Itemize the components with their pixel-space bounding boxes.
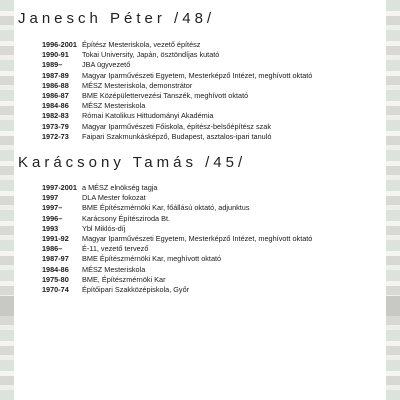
entry-description: Építész Mesteriskola, vezető építész [82, 40, 201, 49]
entry-year: 1993 [42, 223, 59, 233]
entry-description: BME Építészmérnöki Kar, meghívott oktató [82, 254, 222, 264]
cv-entry [42, 81, 382, 91]
cv-entry [42, 203, 382, 213]
cv-entry [42, 214, 382, 224]
right-decorative-stripe [386, 0, 400, 400]
entry-year: 1970-74 [42, 284, 69, 294]
entry-description: BME, Építészmérnöki Kar [82, 274, 166, 284]
cv-entry [42, 101, 382, 111]
left-stripe-band [0, 296, 14, 316]
entry-year: 1996-2001 [42, 40, 77, 49]
entry-year: 1982-83 [42, 111, 69, 121]
entry-year: 1986-88 [42, 80, 69, 90]
cv-entry [42, 275, 382, 285]
entry-description: Karácsony Építésziroda Bt. [82, 213, 171, 223]
entry-year: 1986-87 [42, 90, 69, 100]
cv-entry [42, 193, 382, 203]
entry-year: 1997-2001 [42, 183, 77, 192]
entry-year: 1996– [42, 213, 63, 223]
cv-entry [42, 71, 382, 81]
entry-year: 1975-80 [42, 274, 69, 284]
cv-entry [42, 285, 382, 295]
cv-entry [42, 60, 382, 70]
entry-year: 1991-92 [42, 233, 69, 243]
entry-year: 1986– [42, 244, 63, 254]
entry-year: 1972-73 [42, 131, 69, 141]
entry-description: BME Építészmérnöki Kar, főállású oktató, adjunktus [82, 203, 250, 213]
cv-entry [42, 224, 382, 234]
entry-description: Római Katolikus Hittudományi Akadémia [82, 111, 214, 121]
left-decorative-stripe [0, 0, 14, 400]
entry-description: Tokai University, Japán, ösztöndíjas kutató [82, 50, 220, 60]
person-name: Karácsony Tamás /45/ [18, 154, 247, 171]
entry-description: Építőipari Szakközépiskola, Győr [82, 284, 190, 294]
cv-entry [42, 91, 382, 101]
cv-entry [42, 265, 382, 275]
cv-entry [42, 234, 382, 244]
cv-entry [42, 40, 382, 50]
cv-entry [42, 50, 382, 60]
right-stripe-band [386, 296, 400, 316]
entry-year: 1990-91 [42, 50, 69, 60]
entry-year: 1987-89 [42, 70, 69, 80]
entry-year: 1984-86 [42, 101, 69, 111]
entry-description: Faipari Szakmunkásképző, Budapest, asztalos-ipari tanuló [82, 131, 272, 141]
cv-entry [42, 244, 382, 254]
entry-description: JBA ügyvezető [82, 60, 131, 70]
entry-year: 1989– [42, 60, 63, 70]
entry-year: 1987-97 [42, 254, 69, 264]
cv-entry [42, 183, 382, 193]
entry-year: 1997– [42, 203, 63, 213]
cv-entry [42, 254, 382, 264]
person-name: Janesch Péter /48/ [18, 10, 216, 27]
entry-description: MÉSZ Mesteriskola [82, 101, 146, 111]
cv-list [42, 40, 382, 142]
entry-description: Magyar Iparművészeti Egyetem, Mesterképző Intézet, meghívott oktató [82, 70, 313, 80]
entry-description: Magyar Iparművészeti Főiskola, építész-belsőépítész szak [82, 121, 271, 131]
entry-description: DLA Mester fokozat [82, 193, 146, 203]
entry-description: É-11, vezető tervező [82, 244, 149, 254]
entry-description: Magyar Iparművészeti Egyetem, Mesterképző Intézet, meghívott oktató [82, 233, 313, 243]
cv-entry [42, 111, 382, 121]
entry-description: BME Középülettervezési Tanszék, meghívott oktató [82, 90, 249, 100]
cv-entry [42, 132, 382, 142]
entry-year: 1973-79 [42, 121, 69, 131]
entry-year: 1997 [42, 193, 59, 203]
entry-description: MÉSZ Mesteriskola [82, 264, 146, 274]
entry-description: MÉSZ Mesteriskola, demonstrátor [82, 80, 193, 90]
cv-entry [42, 122, 382, 132]
entry-description: Ybl Miklós-díj [82, 223, 126, 233]
entry-description: a MÉSZ elnökség tagja [82, 183, 158, 192]
cv-list [42, 183, 382, 295]
entry-year: 1984-86 [42, 264, 69, 274]
